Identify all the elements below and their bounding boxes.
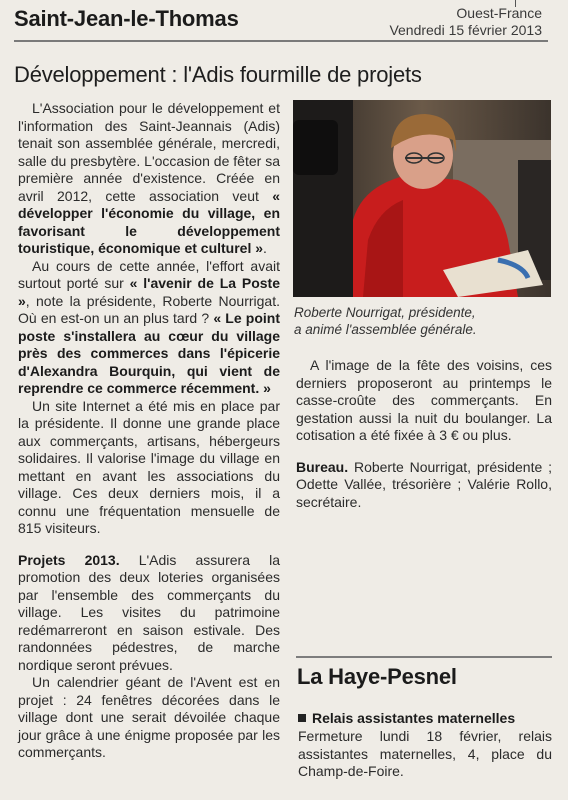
publication-date: Vendredi 15 février 2013	[389, 22, 542, 38]
photo-president-illustration	[293, 100, 551, 297]
bullet-square-icon	[298, 714, 306, 722]
article-photo	[293, 100, 551, 297]
caption-line-2: a animé l'assemblée générale.	[294, 322, 477, 337]
brief-text: Fermeture lundi 18 février, relais assistantes maternelles, 4, place du Champ-de-Foire.	[298, 728, 552, 779]
newspaper-name: Ouest-France	[456, 5, 542, 21]
paragraph-projects: Projets 2013. L'Adis assurera la promotion des deux loteries organisées par l'ensemble des commerçants du village. Les visites du patrimoine redémarreront en saison estivale. Des randonnées pédestres, de marche nordique seront prévues.	[18, 551, 280, 673]
bureau-label: Bureau.	[296, 458, 349, 475]
caption-line-1: Roberte Nourrigat, présidente,	[294, 305, 476, 320]
section-rule	[296, 656, 552, 658]
paragraph-bureau: Bureau. Roberte Nourrigat, présidente ; Odette Vallée, trésorière ; Valérie Rollo, secrétaire.	[296, 458, 552, 510]
paragraph-poste: Au cours de cette année, l'effort avait surtout porté sur « l'avenir de La Poste », note la présidente, Roberte Nourrigat. Où en est-on un an plus tard ? « Le point poste s'installera au cœur du village près des commerces dans l'épicerie d'Alexandra Bourquin, qui vient de reprendre ce commerce récemment. »	[18, 257, 280, 396]
projects-label: Projets 2013.	[18, 551, 120, 568]
paragraph-calendar: Un calendrier géant de l'Avent est en projet : 24 fenêtres décorées dans le village dont une serait dévoilée chaque jour grâce à une énigme proposée par les commerçants.	[18, 674, 280, 760]
quote-point-poste: « Le point poste s'installera au cœur du village près des commerces dans l'épicerie d'Alexandra Bourquin, qui vient de reprendre ce commerce récemment. »	[18, 310, 280, 396]
section-heading: La Haye-Pesnel	[297, 664, 457, 689]
photo-caption	[294, 304, 550, 338]
paragraph-voisins: A l'image de la fête des voisins, ces derniers proposeront au printemps le casse-croûte des commerçants. En gestation aussi la nuit du boulanger. La cotisation a été fixée à 3 € ou plus.	[296, 357, 552, 443]
brief-title: Relais assistantes maternelles	[298, 710, 515, 726]
quote-poste: « l'avenir de La Poste »	[18, 275, 280, 309]
article-column-right	[296, 357, 552, 511]
town-heading: Saint-Jean-le-Thomas	[14, 6, 239, 31]
quote-economy: « développer l'économie du village, en favorisant le développement touristique, économique et culturel »	[18, 187, 280, 256]
paragraph-intro: L'Association pour le développement et l'information des Saint-Jeannais (Adis) tenait son assemblée générale, mercredi, salle du presbytère. L'occasion de fêter sa première année d'existence. Créée en avril 2012, cette association veut « développer l'économie du village, en favorisant le développement touristique, économique et culturel ».	[18, 100, 280, 256]
paragraph-website: Un site Internet a été mis en place par la présidente. Il donne une grande place aux commerçants, artisans, hébergeurs solidaires. Il valorise l'image du village en mettant en avant les associations du village. Ces deux derniers mois, il a connu une fréquentation mensuelle de 815 visiteurs.	[18, 397, 280, 536]
source-info	[389, 5, 542, 39]
article-column-left	[18, 100, 280, 762]
article-headline: Développement : l'Adis fourmille de projets	[14, 62, 422, 87]
header-rule	[14, 40, 548, 42]
